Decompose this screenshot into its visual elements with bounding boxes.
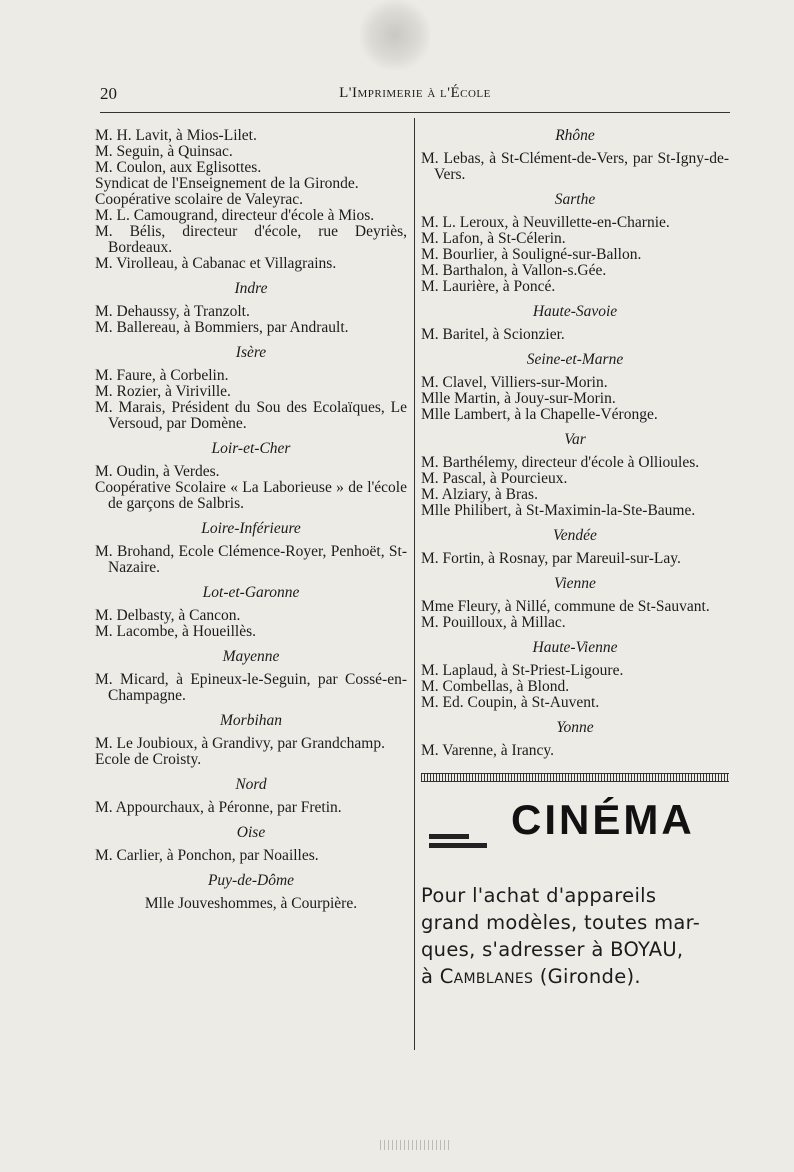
department-heading: Loire-Inférieure: [201, 520, 301, 537]
list-entry: M. Pascal, à Pourcieux.: [421, 470, 568, 487]
list-entry: M. Le Joubioux, à Grandivy, par Grandchamp.: [95, 735, 385, 752]
list-entry: M. L. Leroux, à Neuvillette-en-Charnie.: [421, 214, 670, 231]
list-entry: M. Ed. Coupin, à St-Auvent.: [421, 694, 600, 711]
list-entry: M. Laurière, à Poncé.: [421, 278, 556, 295]
advert-line: Pour l'achat d'appareils: [421, 884, 657, 907]
advert-last-suffix: (Gironde).: [533, 965, 641, 988]
list-entry: Mme Fleury, à Nillé, commune de St-Sauvant.: [421, 598, 710, 615]
department-heading: Indre: [234, 280, 268, 297]
list-entry: M. Bourlier, à Souligné-sur-Ballon.: [421, 246, 642, 263]
advert-line: [421, 963, 721, 990]
list-entry: M. Delbasty, à Cancon.: [95, 607, 241, 624]
list-entry: M. Clavel, Villiers-sur-Morin.: [421, 374, 608, 391]
cinema-advert: [421, 796, 729, 990]
department-heading: Nord: [235, 776, 267, 793]
list-entry: M. Seguin, à Quinsac.: [95, 143, 233, 160]
advert-title: CINÉMA: [511, 796, 695, 843]
list-entry: M. Ballereau, à Bommiers, par Andrault.: [95, 319, 349, 336]
list-entry: M. H. Lavit, à Mios-Lilet.: [95, 127, 257, 144]
list-entry: M. Virolleau, à Cabanac et Villagrains.: [95, 255, 337, 272]
department-heading: Rhône: [555, 127, 595, 144]
list-entry: M. Coulon, aux Eglisottes.: [95, 159, 262, 176]
list-entry: Mlle Jouveshommes, à Courpière.: [144, 895, 358, 912]
advert-place: Camblanes: [439, 965, 534, 988]
list-entry: Coopérative scolaire de Valeyrac.: [95, 191, 304, 208]
list-entry: M. Barthalon, à Vallon-s.Gée.: [421, 262, 607, 279]
list-entry: M. Baritel, à Scionzier.: [421, 326, 565, 343]
department-heading: Haute-Vienne: [532, 639, 618, 656]
list-entry: M. Marais, Président du Sou des Ecolaïques, Le Versoud, par Domène.: [95, 399, 407, 432]
list-entry: Mlle Martin, à Jouy-sur-Morin.: [421, 390, 616, 407]
paper-specks: [380, 1140, 450, 1150]
advert-line: grand modèles, toutes mar-: [421, 911, 701, 934]
list-entry: M. Pouilloux, à Millac.: [421, 614, 566, 631]
list-entry: M. Varenne, à Irancy.: [421, 742, 554, 759]
list-entry: M. L. Camougrand, directeur d'école à Mios.: [95, 207, 375, 224]
list-entry: M. Brohand, Ecole Clémence-Royer, Penhoët, St-Nazaire.: [95, 543, 407, 576]
list-entry: Mlle Philibert, à St-Maximin-la-Ste-Baume.: [421, 502, 696, 519]
list-entry: M. Alziary, à Bras.: [421, 486, 538, 503]
right-column-list: [421, 128, 729, 759]
ornamental-rule: [421, 773, 729, 782]
department-heading: Oise: [236, 824, 266, 841]
list-entry: M. Lacombe, à Houeillès.: [95, 623, 256, 640]
department-heading: Isère: [235, 344, 267, 361]
list-entry: M. Dehaussy, à Tranzolt.: [95, 303, 250, 320]
page-header: [100, 84, 730, 113]
left-column: [95, 128, 407, 912]
list-entry: M. Combellas, à Blond.: [421, 678, 570, 695]
list-entry: M. Micard, à Epineux-le-Seguin, par Cossé-en-Champagne.: [95, 671, 407, 704]
department-heading: Yonne: [556, 719, 594, 736]
list-entry: M. Rozier, à Viriville.: [95, 383, 231, 400]
department-heading: Vienne: [554, 575, 596, 592]
list-entry: M. Lebas, à St-Clément-de-Vers, par St-Igny-de-Vers.: [421, 150, 729, 183]
department-heading: Seine-et-Marne: [526, 351, 624, 368]
list-entry: M. Oudin, à Verdes.: [95, 463, 220, 480]
running-title: L'Imprimerie à l'École: [339, 85, 491, 101]
list-entry: M. Lafon, à St-Célerin.: [421, 230, 566, 247]
advert-text: [421, 882, 721, 990]
department-heading: Puy-de-Dôme: [207, 872, 295, 889]
department-heading: Morbihan: [220, 712, 282, 729]
department-heading: Loir-et-Cher: [211, 440, 291, 457]
department-heading: Vendée: [553, 527, 597, 544]
department-heading: Sarthe: [554, 191, 596, 208]
film-strip-icon: [429, 834, 487, 848]
department-heading: Haute-Savoie: [532, 303, 618, 320]
list-entry: M. Fortin, à Rosnay, par Mareuil-sur-Lay.: [421, 550, 681, 567]
list-entry: M. Carlier, à Ponchon, par Noailles.: [95, 847, 319, 864]
list-entry: M. Barthélemy, directeur d'école à Ollioules.: [421, 454, 700, 471]
list-entry: Coopérative Scolaire « La Laborieuse » de l'école de garçons de Salbris.: [95, 479, 407, 512]
list-entry: M. Appourchaux, à Péronne, par Fretin.: [95, 799, 342, 816]
list-entry: Mlle Lambert, à la Chapelle-Véronge.: [421, 406, 658, 423]
department-heading: Lot-et-Garonne: [202, 584, 300, 601]
advert-last-prefix: à: [421, 965, 440, 988]
right-column: [421, 128, 729, 990]
ink-smudge: [360, 0, 430, 70]
column-divider: [414, 118, 415, 1050]
list-entry: M. Laplaud, à St-Priest-Ligoure.: [421, 662, 624, 679]
department-heading: Mayenne: [222, 648, 280, 665]
department-heading: Var: [564, 431, 586, 448]
list-entry: M. Bélis, directeur d'école, rue Deyriès, Bordeaux.: [95, 223, 407, 256]
list-entry: Ecole de Croisty.: [95, 751, 202, 768]
list-entry: Syndicat de l'Enseignement de la Gironde.: [95, 175, 359, 192]
advert-line: ques, s'adresser à BOYAU,: [421, 938, 684, 961]
page-number: 20: [100, 84, 117, 103]
list-entry: M. Faure, à Corbelin.: [95, 367, 229, 384]
